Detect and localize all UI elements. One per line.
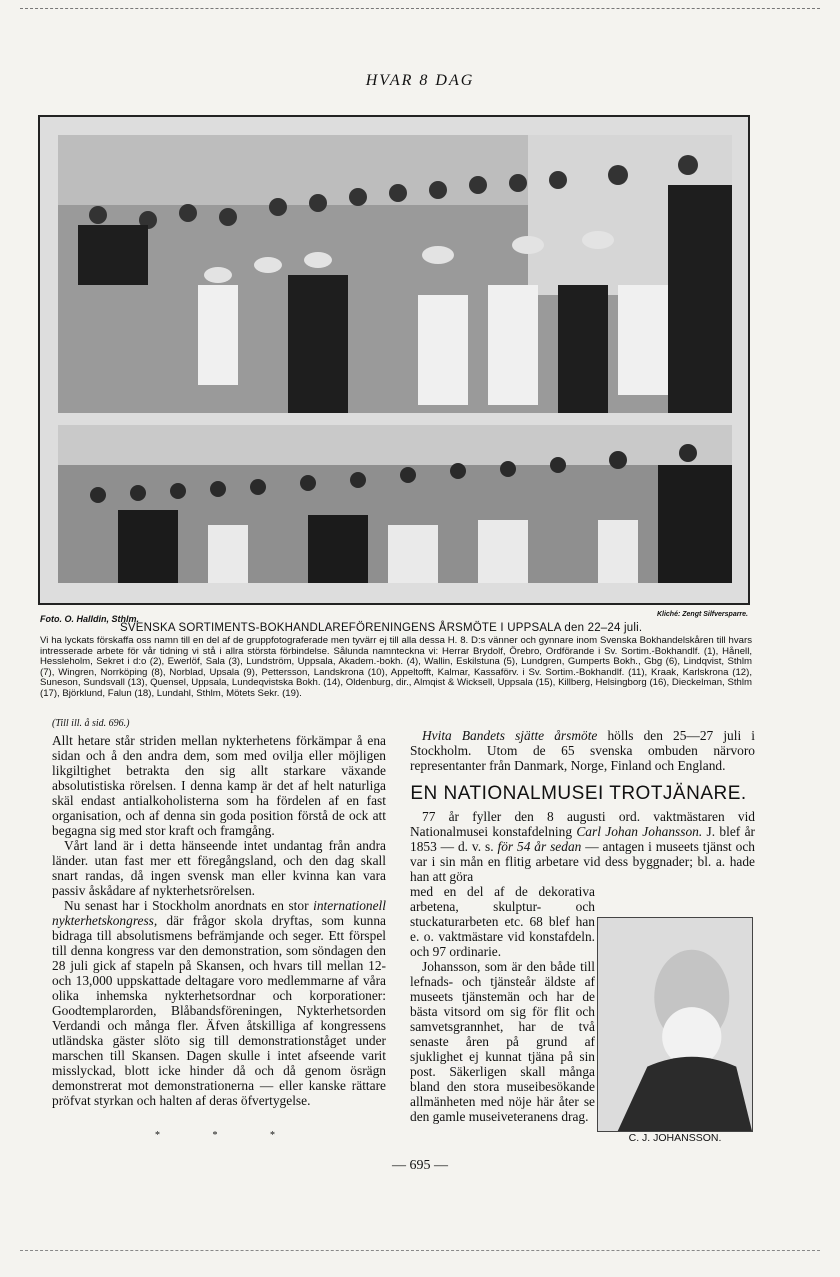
page-number: — 695 — (392, 1158, 448, 1173)
section-divider (155, 1130, 275, 1141)
article-paragraph: Allt hetare står striden mellan nykterhetens förkämpar å ena sidan och å den andra dem, som med ovilja eller möjligen likgiltighet betrakta den sig allt starkare växande absolutistiska rörelsen. I denna kamp är det af helt naturliga skäl endast antialkoholisterna som ha fördelen af en fast organisation, och af denna sin goda position förstå de ock att begagna sig med stor kraft och framgång. (52, 733, 386, 838)
article-paragraph: Vårt land är i detta hänseende intet undantag från andra länder. utan fast mer ett föregångsland, och den dag skall snart randas, då ingen svensk man eller kvinna kan vara passiv åskådare af nykterhetsrörelsen. (52, 838, 386, 898)
news-item: Hvita Bandets sjätte årsmöte hölls den 25—27 juli i Stockholm. Utom de 65 svenska ombuden närvoro representanter från Danmark, Norge, Finland och England. (410, 728, 755, 773)
asterisk: * (155, 1130, 160, 1141)
article-heading: EN NATIONALMUSEI TROTJÄNARE. (410, 783, 747, 804)
photo-caption: Vi ha lyckats förskaffa oss namn till en del af de gruppfotograferade men tyvärr ej till alla dessa H. 8. D:s vänner och gynnare inom Svenska Bokhandelskåren till hvars intresserade arbete för vår tidning vi stå i allra största förbindelse. Sålunda namnteckna vi: Herrar Brydolf, Örebro, Ordförande i Sv. Sortim.-Bokhandlf. (1), Hånell, Hessleholm, Sekret i d:o (2), Ewerlöf, Sala (3), Lundström, Uppsala, Akadem.-bokh. (4), Wallin, Eskilstuna (5), Lundgren, Gumperts Bokh., Gbg (6), Lindqvist, Sthlm (7), Wingren, Norrköping (8), Norblad, Upsala (9), Pettersson, Landskrona (10), Appeltofft, Kalmar, Kassaförv. i Sv. Sortim.-Bokhandlf. (11), Kraak, Karlskrona (12), Suneson, Sundsvall (13), Quensel, Uppsala, Lundeqvistska Bokh. (14), Oldenburg, dir., Almqist & Wicksell, Uppsala (15), Killberg, Helsingborg (16), Dieckelman, Sthlm (17), Björklund, Falun (18), Lundahl, Sthlm, Mötets Sekr. (19). (40, 635, 752, 699)
article-paragraph: 77 år fyller den 8 augusti ord. vaktmästaren vid Nationalmusei konstafdelning Carl Johan Johansson. J. blef år 1853 — d. v. s. för 54 år sedan — antagen i museets tjänst och var i sin mån en flitig arbetare vid dess byggnader; bl. a. hade han att göra (410, 809, 755, 884)
left-column (52, 718, 386, 1108)
asterisk: * (212, 1130, 218, 1141)
bottom-rule (20, 1250, 820, 1251)
article-paragraph: Johansson, som är den både till lefnads- och tjänsteår äldste af museets tjänstemän och har de bästa vitsord om sig för flit och samvetsgrannhet, har de två senaste åren på grund af sjuklighet ej kunnat tjäna på sin post. Säkerligen skall många bland den stora museibesökande allmänheten med nöje här åter se den gamle museiveteranens drag. (410, 959, 595, 1124)
cliche-credit: Kliché: Zengt Silfversparre. (656, 611, 748, 618)
top-rule (20, 8, 820, 9)
portrait-caption: C. J. JOHANSSON. (628, 1132, 722, 1144)
wrapped-text (410, 884, 595, 1124)
masthead: HVAR 8 DAG (365, 72, 475, 89)
group-photo-top (58, 135, 732, 413)
article-paragraph: med en del af de dekorativa arbetena, skulptur- och stuckaturarbeten etc. 68 blef han e. o. vaktmästare vid konstafdeln. och 97 ordinarie. (410, 884, 595, 959)
illustration-reference: (Till ill. å sid. 696.) (52, 718, 130, 729)
group-photo-bottom (58, 425, 732, 583)
group-photograph (38, 115, 750, 605)
portrait-photo (597, 917, 753, 1132)
photo-title: SVENSKA SORTIMENTS-BOKHANDLAREFÖRENINGENS ÅRSMÖTE I UPPSALA den 22–24 juli. (120, 622, 643, 634)
asterisk: * (270, 1130, 275, 1141)
article-paragraph: Nu senast har i Stockholm anordnats en stor internationell nykterhetskongress, där frågor skola dryftas, som kunna bidraga till absolutismens befrämjande och seger. Ett förspel till denna kongress var den demonstration, som söndagen den 28 juli gick af stapeln på Skansen, och hvars till mellan 12- och 13,000 uppskattade deltagare voro medlemmarne af våra olika inhemska nykterhetsordnar och korporationer: Goodtemplarorden, Blåbandsföreningen, Nykterhetsorden Verdandi och många fler. Äfven åtskilliga af kongressens utländska gäster slöto sig till demonstrationståget under marschen till Skansen. Dagen skulle i intet afseende varit misslyckad, blott icke hinder då och då genom ösrägn demonstrerat mot demonstrationerna — eller kanske rättare pröfvat styrkan och halten af deras öfvertygelse. (52, 898, 386, 1108)
photo-credit: Foto. O. Halldin, Sthlm. (40, 614, 139, 624)
